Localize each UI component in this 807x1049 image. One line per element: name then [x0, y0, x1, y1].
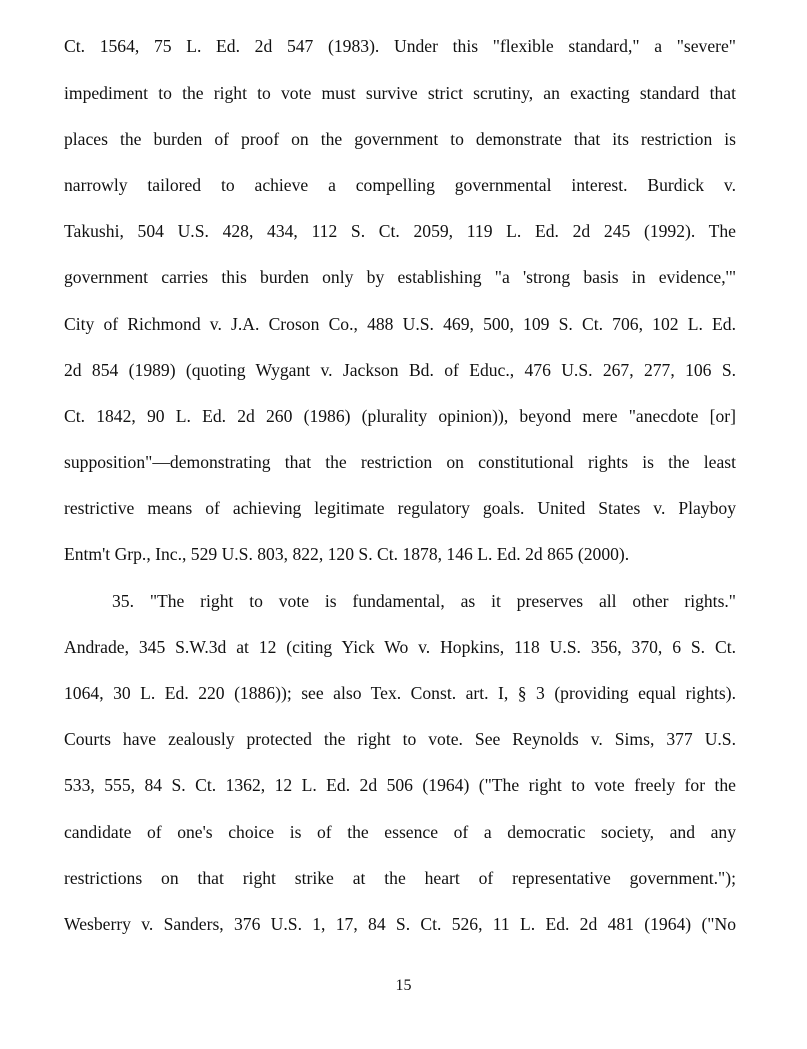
text-line: Courts have zealously protected the right to vote. See Reynolds v. Sims, 377 U.S. [64, 729, 736, 749]
text-line: impediment to the right to vote must survive strict scrutiny, an exacting standard that [64, 83, 736, 103]
text-line: candidate of one's choice is of the essence of a democratic society, and any [64, 822, 736, 842]
text-line: Takushi, 504 U.S. 428, 434, 112 S. Ct. 2059, 119 L. Ed. 2d 245 (1992). The [64, 221, 736, 241]
text-line: 1064, 30 L. Ed. 220 (1886)); see also Tex. Const. art. I, § 3 (providing equal rights). [64, 683, 736, 703]
text-line: Ct. 1842, 90 L. Ed. 2d 260 (1986) (plurality opinion)), beyond mere "anecdote [or] [64, 406, 736, 426]
text-line: 2d 854 (1989) (quoting Wygant v. Jackson Bd. of Educ., 476 U.S. 267, 277, 106 S. [64, 360, 736, 380]
text-line: government carries this burden only by establishing "a 'strong basis in evidence,'" [64, 267, 736, 287]
text-line: Entm't Grp., Inc., 529 U.S. 803, 822, 120 S. Ct. 1878, 146 L. Ed. 2d 865 (2000). [64, 544, 630, 564]
text-line: Andrade, 345 S.W.3d at 12 (citing Yick Wo v. Hopkins, 118 U.S. 356, 370, 6 S. Ct. [64, 637, 736, 657]
text-line: places the burden of proof on the government to demonstrate that its restriction is [64, 129, 736, 149]
text-line: Wesberry v. Sanders, 376 U.S. 1, 17, 84 S. Ct. 526, 11 L. Ed. 2d 481 (1964) ("No [64, 914, 736, 934]
text-line: 533, 555, 84 S. Ct. 1362, 12 L. Ed. 2d 506 (1964) ("The right to vote freely for the [64, 775, 736, 795]
text-line: Ct. 1564, 75 L. Ed. 2d 547 (1983). Under this "flexible standard," a "severe" [64, 36, 736, 56]
text-line: restrictions on that right strike at the heart of representative government."); [64, 868, 736, 888]
text-line: narrowly tailored to achieve a compelling governmental interest. Burdick v. [64, 175, 736, 195]
page-number: 15 [395, 977, 412, 994]
text-line: supposition"—demonstrating that the restriction on constitutional rights is the least [64, 452, 736, 472]
text-line: restrictive means of achieving legitimate regulatory goals. United States v. Playboy [64, 498, 736, 518]
paragraph-35-first-line: 35. "The right to vote is fundamental, as it preserves all other rights." [112, 591, 736, 611]
text-line: City of Richmond v. J.A. Croson Co., 488 U.S. 469, 500, 109 S. Ct. 706, 102 L. Ed. [64, 314, 736, 334]
